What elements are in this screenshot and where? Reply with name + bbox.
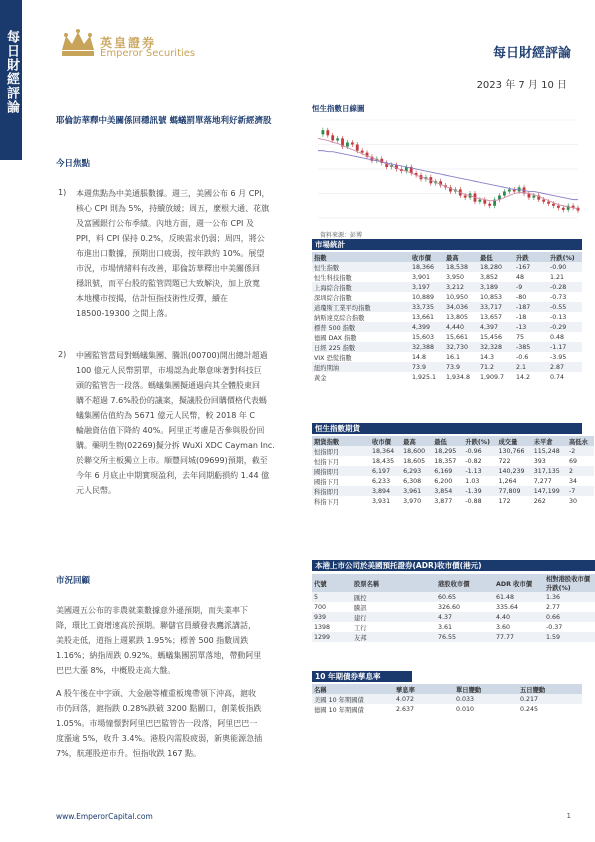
table-cell: 科指下月: [314, 498, 340, 506]
candle-body: [356, 145, 359, 151]
table-cell: 恒指下月: [314, 458, 340, 466]
table-cell: 科指即月: [312, 486, 370, 496]
table-cell: 黃金: [314, 374, 327, 382]
table-row: [312, 486, 594, 496]
table-cell: 1.59: [544, 632, 595, 642]
table-cell: 1.03: [465, 477, 480, 485]
table-cell: 3,854: [432, 486, 463, 496]
point-1-number: 1): [58, 188, 67, 197]
table-cell: 6,197: [370, 466, 401, 476]
candle-body: [508, 189, 511, 191]
point-2-text: [76, 348, 302, 498]
table-row: [312, 496, 594, 506]
side-strip: [0, 0, 22, 160]
table-cell: 深圳綜合指數: [314, 294, 352, 302]
table-cell: 3.60: [496, 623, 511, 631]
table-cell: 30: [569, 497, 578, 505]
table-row: [312, 612, 595, 622]
table-cell: 33,717: [478, 302, 514, 312]
candle-body: [552, 204, 555, 206]
table-cell: -0.82: [465, 457, 482, 465]
table-cell: 2: [567, 466, 594, 476]
table-cell: 34,036: [444, 302, 478, 312]
text-line: 及富國銀行公布季績。內地方面，週一公布 CPI 及: [76, 219, 254, 228]
table-cell: -0.90: [548, 262, 582, 272]
table-cell: 69: [569, 457, 578, 465]
table-cell: 3,197: [410, 282, 444, 292]
table-cell: 0.48: [550, 333, 565, 341]
table-cell: 32,730: [444, 342, 478, 352]
table-cell: 18,357: [434, 457, 457, 465]
bond-title: 10 年期債券孳息率: [312, 671, 412, 682]
table-header-row: [312, 684, 582, 694]
table-cell: 1398: [314, 623, 331, 631]
table-row: [312, 632, 595, 642]
table-row: [312, 342, 582, 352]
candle-body: [557, 206, 560, 208]
table-cell: 13,657: [480, 313, 503, 321]
table-cell: 1,264: [498, 477, 517, 485]
table-row: [312, 322, 582, 332]
column-header: 升跌(%): [548, 252, 582, 262]
text-line: 1.05%。市場憧憬對阿里巴巴監管告一段落，阿里巴巴一: [56, 719, 258, 728]
text-line: 市仍回落，滬指跌 0.28%跌破 3200 點關口，創業板指跌: [56, 704, 262, 713]
table-cell: 393: [533, 457, 546, 465]
table-cell: 3,970: [403, 497, 422, 505]
table-cell: 4,440: [444, 322, 478, 332]
column-header: 成交量: [497, 436, 532, 446]
table-cell: 172: [498, 497, 511, 505]
text-line: 布進出口數據，預期出口疲弱，按年跌約 10%。展望: [76, 249, 265, 258]
table-cell: 700: [314, 603, 327, 611]
table-cell: 14.3: [480, 353, 495, 361]
bond-table: [312, 684, 582, 714]
table-cell: 4,397: [478, 322, 514, 332]
table-cell: 13,661: [412, 313, 435, 321]
table-cell: -2: [567, 446, 594, 456]
table-cell: 3,931: [372, 497, 391, 505]
text-line: 100 億元人民幣罰單，市場認為此舉意味著對科技巨: [76, 366, 262, 375]
table-cell: 國指下月: [314, 478, 340, 486]
table-cell: 140,239: [497, 466, 532, 476]
table-cell: 0.010: [456, 705, 475, 713]
table-row: [312, 622, 595, 632]
text-line: 購不超過 7.6%股份的議案，擬議股份回購價格代表螞: [76, 396, 267, 405]
table-cell: 115,248: [532, 446, 567, 456]
table-row: [312, 704, 582, 714]
table-cell: 納斯達克綜合指數: [314, 314, 365, 322]
table-cell: 1,925.1: [412, 373, 437, 381]
candle-body: [322, 130, 325, 134]
table-row: [312, 292, 582, 302]
report-date: 2023 年 7 月 10 日: [476, 80, 567, 91]
page-title: 每日財經評論: [492, 46, 571, 61]
column-header: 期貨指數: [312, 436, 370, 446]
table-cell: 14.2: [516, 373, 531, 381]
table-cell: 335.64: [496, 603, 519, 611]
table-row: [312, 282, 582, 292]
table-cell: -7: [567, 486, 594, 496]
table-cell: 1,909.7: [480, 373, 505, 381]
text-line: 美國週五公布的非農就業數據意外遜預期，而失業率下: [56, 606, 248, 615]
crown-logo-icon: [58, 28, 98, 60]
column-header: 未平倉: [532, 436, 567, 446]
column-header: 收市價: [370, 436, 401, 446]
table-cell: 6,308: [403, 477, 422, 485]
table-cell: 18,600: [401, 446, 432, 456]
column-header: 港股收市價: [436, 574, 494, 592]
table-cell: 77,809: [497, 486, 532, 496]
text-line: 降，環比工資增速高於預期。聯儲官員續發表鷹派講話，: [56, 621, 256, 630]
table-cell: 恒生指數: [312, 262, 410, 272]
column-header: 高低水: [567, 436, 594, 446]
table-cell: 6,200: [434, 477, 453, 485]
text-line: 18500-19300 之間上落。: [76, 309, 173, 318]
table-cell: 3.61: [438, 623, 453, 631]
table-cell: 日經 225 指數: [312, 342, 410, 352]
text-line: 度漲逾 5%，收升 3.4%。港股內需股疲弱，新奧能源急插: [56, 734, 263, 743]
text-line: 輪融資估值下降約 40%。阿里正考慮是否參與股份回: [76, 426, 265, 435]
table-cell: 18,538: [444, 262, 478, 272]
table-cell: -385: [514, 342, 548, 352]
text-line: 於聯交所主板獨立上市。順豐同城(09699)預期，截至: [76, 456, 268, 465]
column-header: 單日變動: [454, 684, 518, 694]
table-cell: 0.217: [518, 694, 582, 704]
table-cell: -1.39: [463, 486, 496, 496]
table-cell: 6,169: [432, 466, 463, 476]
table-row: [312, 332, 582, 342]
table-cell: 3,901: [412, 273, 431, 281]
text-line: PPI，料 CPI 保持 0.2%，反映需求仍弱；周四，將公: [76, 234, 265, 243]
table-row: [312, 602, 595, 612]
table-cell: 14.8: [412, 353, 427, 361]
table-cell: 147,199: [532, 486, 567, 496]
table-row: [312, 302, 582, 312]
column-header: 股票名稱: [352, 574, 436, 592]
table-cell: 18,605: [403, 457, 426, 465]
table-cell: 77.77: [494, 632, 544, 642]
table-cell: 262: [533, 497, 546, 505]
text-line: 本週焦點為中美通脹數據。週三，美國公布 6 月 CPI，: [76, 189, 270, 198]
headline: 耶倫訪華釋中美關係回穩訊號 螞蟻罰單落地利好新經濟股: [56, 116, 272, 126]
futures-title: 恒生指數期貨: [312, 423, 582, 434]
candle-body: [336, 138, 339, 140]
candle-body: [351, 142, 354, 144]
table-cell: 3,877: [434, 497, 453, 505]
column-header: ADR 收市價: [494, 574, 544, 592]
table-row: [312, 312, 582, 322]
table-cell: -0.29: [548, 322, 582, 332]
column-header: 最高: [444, 252, 478, 262]
table-cell: 0.66: [544, 612, 595, 622]
table-cell: 326.60: [438, 603, 461, 611]
table-cell: 0.245: [520, 705, 539, 713]
text-line: 購。藥明生物(02269)擬分拆 WuXi XDC Cayman Inc.: [76, 441, 275, 450]
table-cell: 3,961: [401, 486, 432, 496]
table-cell: 恒生科技指數: [314, 274, 352, 282]
table-cell: 76.55: [436, 632, 494, 642]
table-cell: 工行: [354, 624, 367, 632]
table-cell: 國指即月: [312, 466, 370, 476]
candle-body: [478, 200, 481, 202]
text-line: 美股走低，道指上週累跌 1.95%；標普 500 指數周跌: [56, 636, 249, 645]
table-cell: 德國 DAX 指數: [314, 334, 357, 342]
table-cell: 紐約期油: [312, 362, 410, 372]
table-cell: 32,328: [478, 342, 514, 352]
table-cell: 6,233: [372, 477, 391, 485]
table-row: [312, 456, 594, 466]
market-stats-table: [312, 252, 582, 382]
table-cell: 722: [498, 457, 511, 465]
table-cell: 5: [312, 592, 352, 602]
table-cell: -80: [516, 293, 527, 301]
table-cell: -0.55: [548, 302, 582, 312]
table-row: [312, 446, 594, 456]
text-line: 本地樓市按揭，估計恒指技術性反彈，續在: [76, 294, 228, 303]
table-cell: -0.6: [516, 353, 529, 361]
table-cell: 道瓊斯工業平均指數: [312, 302, 410, 312]
table-cell: 上海綜合指數: [312, 282, 410, 292]
table-cell: 130,766: [497, 446, 532, 456]
column-header: 名稱: [312, 684, 394, 694]
table-cell: 61.48: [494, 592, 544, 602]
chart-source: 資料來源：彭博: [320, 232, 363, 239]
table-row: [312, 352, 582, 362]
table-row: [312, 272, 582, 282]
candle-body: [326, 130, 329, 135]
table-row: [312, 694, 582, 704]
side-title: 每日財經評論: [4, 30, 19, 114]
column-header: 最高: [401, 436, 432, 446]
table-row: [312, 476, 594, 486]
candle-body: [361, 151, 364, 153]
table-cell: 恒指即月: [312, 446, 370, 456]
table-cell: 7,277: [533, 477, 552, 485]
table-cell: 15,661: [446, 333, 469, 341]
candle-body: [488, 204, 491, 206]
table-cell: 60.65: [436, 592, 494, 602]
table-cell: 18,364: [370, 446, 401, 456]
table-cell: 33,735: [410, 302, 444, 312]
table-row: [312, 362, 582, 372]
adr-title: 本港上市公司於美國預托證券(ADR)收市價(港元): [312, 560, 595, 571]
table-cell: 3,894: [370, 486, 401, 496]
table-cell: 0.74: [550, 373, 565, 381]
table-cell: -0.73: [550, 293, 567, 301]
futures-table: [312, 436, 594, 506]
column-header: 收市價: [410, 252, 444, 262]
moving-average-long: [318, 151, 578, 200]
table-cell: 939: [312, 612, 352, 622]
brand-name-cn: 英皇證券: [100, 36, 157, 50]
table-cell: 3,189: [478, 282, 514, 292]
text-line: 巴巴大漲 8%，中概股走高大盤。: [56, 666, 176, 675]
table-cell: 建行: [352, 612, 436, 622]
column-header: 五日變動: [518, 684, 582, 694]
candle-body: [562, 208, 565, 210]
text-line: 元人民幣。: [76, 486, 116, 495]
table-header-row: [312, 252, 582, 262]
candle-body: [503, 191, 506, 195]
table-cell: -0.28: [548, 282, 582, 292]
table-cell: -1.13: [463, 466, 496, 476]
text-line: 穩訊號，而平台股的監管問題已大致解決，加上放寬: [76, 279, 260, 288]
section-market: 市況回顧: [56, 576, 91, 586]
table-cell: 友邦: [352, 632, 436, 642]
table-cell: 2.77: [546, 603, 561, 611]
table-cell: 美國 10 年期國債: [312, 694, 394, 704]
table-cell: 73.9: [410, 362, 444, 372]
table-row: [312, 372, 582, 382]
text-line: A 股午後在中字頭、大金融等權重板塊帶領下沖高，滬收: [56, 689, 257, 698]
table-cell: 1299: [312, 632, 352, 642]
table-cell: -9: [514, 282, 548, 292]
table-cell: 1.36: [544, 592, 595, 602]
table-cell: 15,456: [480, 333, 503, 341]
table-cell: 48: [516, 273, 525, 281]
column-header: 代號: [312, 574, 352, 592]
candle-body: [542, 200, 545, 202]
table-header-row: [312, 436, 594, 446]
table-cell: -0.88: [465, 497, 482, 505]
table-cell: 10,889: [412, 293, 435, 301]
table-cell: 4.40: [494, 612, 544, 622]
table-cell: 13,805: [446, 313, 469, 321]
point-1-text: [76, 186, 298, 321]
table-cell: 2.1: [514, 362, 548, 372]
footer-website-link[interactable]: www.EmperorCapital.com: [56, 812, 153, 821]
table-header-row: [312, 574, 595, 592]
table-cell: 10,853: [480, 293, 503, 301]
table-cell: 4,399: [410, 322, 444, 332]
hsi-daily-chart: [314, 114, 582, 226]
text-line: 蟻集團估值約為 5671 億元人民幣，較 2018 年 C: [76, 411, 256, 420]
text-line: 今年 6 月底止中期實現盈利，去年同期虧損約 1.44 億: [76, 471, 270, 480]
table-row: [312, 262, 582, 272]
table-cell: 標普 500 指數: [312, 322, 410, 332]
table-row: [312, 466, 594, 476]
table-cell: 317,135: [532, 466, 567, 476]
page-number: 1: [566, 812, 571, 820]
table-cell: 騰訊: [354, 604, 367, 612]
table-cell: -13: [514, 322, 548, 332]
table-cell: 32,388: [410, 342, 444, 352]
table-cell: 4.37: [436, 612, 494, 622]
text-line: 頭的監管告一段落。螞蟻集團擬通過向其全體股東回: [76, 381, 260, 390]
text-line: 市況，市場情緒料有改善，耶倫訪華釋出中美關係回: [76, 264, 260, 273]
table-cell: 18,295: [432, 446, 463, 456]
table-cell: 15,603: [412, 333, 435, 341]
table-cell: 18,366: [410, 262, 444, 272]
column-header: 升跌: [514, 252, 548, 262]
chart-title: 恒生指數日線圖: [312, 104, 365, 113]
table-cell: 75: [516, 333, 525, 341]
candle-body: [346, 142, 349, 146]
table-cell: 71.2: [478, 362, 514, 372]
section-today: 今日焦點: [56, 159, 91, 169]
text-line: 7%，航運股逆市升。恒指收跌 167 點。: [56, 749, 202, 758]
brand-name-en: Emperor Securities: [100, 48, 196, 59]
column-header: 升跌(%): [463, 436, 496, 446]
market-review-us: [56, 603, 300, 678]
table-cell: 2.87: [548, 362, 582, 372]
table-cell: 3,212: [444, 282, 478, 292]
point-2-number: 2): [58, 350, 67, 359]
table-cell: 18,280: [478, 262, 514, 272]
column-header: 最低: [432, 436, 463, 446]
column-header: 指數: [312, 252, 410, 262]
text-line: 中國監管當局對螞蟻集團、騰訊(00700)開出總計超過: [76, 351, 268, 360]
text-line: 1.16%；納指周跌 0.92%。螞蟻集團罰單落地，帶動阿里: [56, 651, 262, 660]
column-header: 相對港股收市價升跌(%): [544, 574, 595, 592]
table-cell: 3,950: [446, 273, 465, 281]
table-cell: 3,852: [480, 273, 499, 281]
candle-body: [331, 135, 334, 140]
table-row: [312, 592, 595, 602]
table-cell: 34: [569, 477, 578, 485]
adr-table: [312, 574, 595, 642]
table-cell: -187: [514, 302, 548, 312]
candle-body: [532, 196, 535, 198]
candle-body: [547, 202, 550, 204]
table-cell: 4.072: [394, 694, 454, 704]
table-cell: -18: [516, 313, 527, 321]
table-cell: -0.96: [463, 446, 496, 456]
table-cell: 德國 10 年期國債: [314, 706, 364, 714]
table-cell: -3.95: [550, 353, 567, 361]
table-cell: -1.17: [548, 342, 582, 352]
table-cell: 16.1: [446, 353, 461, 361]
table-cell: 匯控: [352, 592, 436, 602]
table-cell: 6,293: [401, 466, 432, 476]
text-line: 核心 CPI 則為 5%，持續放緩；周五，麼根大通、花旗: [76, 204, 270, 213]
table-cell: -167: [514, 262, 548, 272]
table-cell: 1.21: [550, 273, 565, 281]
table-cell: 18,435: [372, 457, 395, 465]
table-cell: -0.13: [550, 313, 567, 321]
column-header: 孳息率: [394, 684, 454, 694]
table-cell: 0.033: [454, 694, 518, 704]
table-cell: 1,934.8: [446, 373, 471, 381]
column-header: 最低: [478, 252, 514, 262]
table-cell: 73.9: [444, 362, 478, 372]
market-review-cn-hk: [56, 686, 300, 761]
table-cell: -0.37: [546, 623, 563, 631]
table-cell: 2.637: [396, 705, 415, 713]
table-cell: VIX 恐慌指數: [314, 354, 352, 362]
market-stats-title: 市場統計: [312, 239, 582, 250]
candle-body: [464, 196, 467, 198]
table-cell: 10,950: [446, 293, 469, 301]
